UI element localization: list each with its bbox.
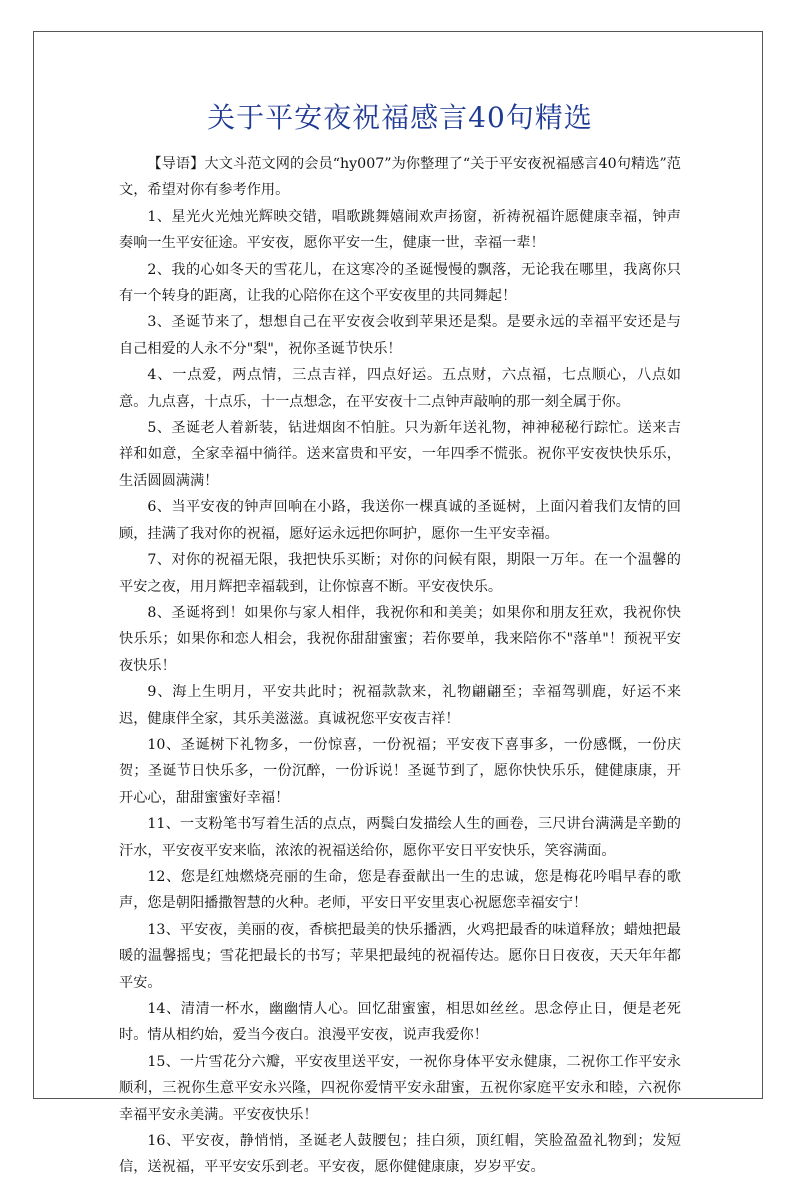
list-item: 15、一片雪花分六瓣，平安夜里送平安，一祝你身体平安永健康，二祝你工作平安永顺利，三祝你生意平安永兴隆，四祝你爱情平安永甜蜜，五祝你家庭平安永和睦，六祝你幸福平安永美满。平安夜快乐！ [119,1053,681,1123]
list-item: 3、圣诞节来了，想想自己在平安夜会收到苹果还是梨。是要永远的幸福平安还是与自己相爱的人永不分"梨"，祝你圣诞节快乐！ [119,314,681,357]
list-item: 2、我的心如冬天的雪花儿，在这寒冷的圣诞慢慢的飘落，无论我在哪里，我离你只有一个转身的距离，让我的心陪你在这个平安夜里的共同舞起！ [119,261,681,305]
list-item: 6、当平安夜的钟声回响在小路，我送你一棵真诚的圣诞树，上面闪着我们友情的回顾，挂满了我对你的祝福，愿好运永远把你呵护，愿你一生平安幸福。 [119,499,681,542]
list-item: 14、清清一杯水，幽幽情人心。回忆甜蜜蜜，相思如丝丝。思念停止日，便是老死时。情从相约始，爱当今夜白。浪漫平安夜，说声我爱你！ [119,1001,681,1044]
list-item: 4、一点爱，两点情，三点吉祥，四点好运。五点财，六点福，七点顺心，八点如意。九点喜，十点乐，十一点想念，在平安夜十二点钟声敲响的那一刻全属于你。 [119,367,681,410]
list-item: 7、对你的祝福无限，我把快乐买断；对你的问候有限，期限一万年。在一个温馨的平安之夜，用月辉把幸福载到，让你惊喜不断。平安夜快乐。 [119,552,681,595]
list-item: 8、圣诞将到！如果你与家人相伴，我祝你和和美美；如果你和朋友狂欢，我祝你快快乐乐；如果你和恋人相会，我祝你甜甜蜜蜜；若你要单，我来陪你不"落单"！预祝平安夜快乐！ [119,604,681,674]
list-item: 13、平安夜，美丽的夜，香槟把最美的快乐播洒，火鸡把最香的味道释放；蜡烛把最暖的温馨摇曳；雪花把最长的书写；苹果把最纯的祝福传达。愿你日日夜夜，天天年年都平安。 [119,921,681,991]
list-item: 16、平安夜，静悄悄，圣诞老人鼓腰包；挂白须，顶红帽，笑脸盈盈礼物到；发短信，送祝福，平平安安乐到老。平安夜，愿你健健康康，岁岁平安。 [119,1133,681,1176]
intro-paragraph: 【导语】大文斗范文网的会员“hy007”为你整理了“关于平安夜祝福感言40句精选”范文，希望对你有参考作用。 [119,156,681,199]
article-body [119,151,681,1181]
page-title: 关于平安夜祝福感言40句精选 [207,101,593,134]
list-item: 9、海上生明月，平安共此时；祝福款款来，礼物翩翩至；幸福驾驯鹿，好运不来迟，健康伴全家，其乐美滋滋。真诚祝您平安夜吉祥！ [119,684,681,727]
list-item: 11、一支粉笔书写着生活的点点，两鬓白发描绘人生的画卷，三尺讲台满满是辛勤的汗水，平安夜平安来临，浓浓的祝福送给你，愿你平安日平安快乐，笑容满面。 [119,816,681,859]
list-item: 10、圣诞树下礼物多，一份惊喜，一份祝福；平安夜下喜事多，一份感慨，一份庆贺；圣诞节日快乐多，一份沉醉，一份诉说！圣诞节到了，愿你快快乐乐，健健康康，开开心心，甜甜蜜蜜好幸福！ [119,736,681,806]
list-item: 5、圣诞老人着新装，钻进烟囱不怕脏。只为新年送礼物，神神秘秘行踪忙。送来吉祥和如意，全家幸福中徜徉。送来富贵和平安，一年四季不慌张。祝你平安夜快快乐乐，生活圆圆满满！ [119,420,681,489]
list-item: 1、星光火光烛光辉映交错，唱歌跳舞嬉闹欢声扬窗，祈祷祝福许愿健康幸福，钟声奏响一生平安征途。平安夜，愿你平安一生，健康一世，幸福一辈！ [119,208,681,252]
list-item: 12、您是红烛燃烧亮丽的生命，您是春蚕献出一生的忠诚，您是梅花吟唱早春的歌声，您是朝阳播撒智慧的火种。老师，平安日平安里衷心祝愿您幸福安宁！ [119,868,681,912]
